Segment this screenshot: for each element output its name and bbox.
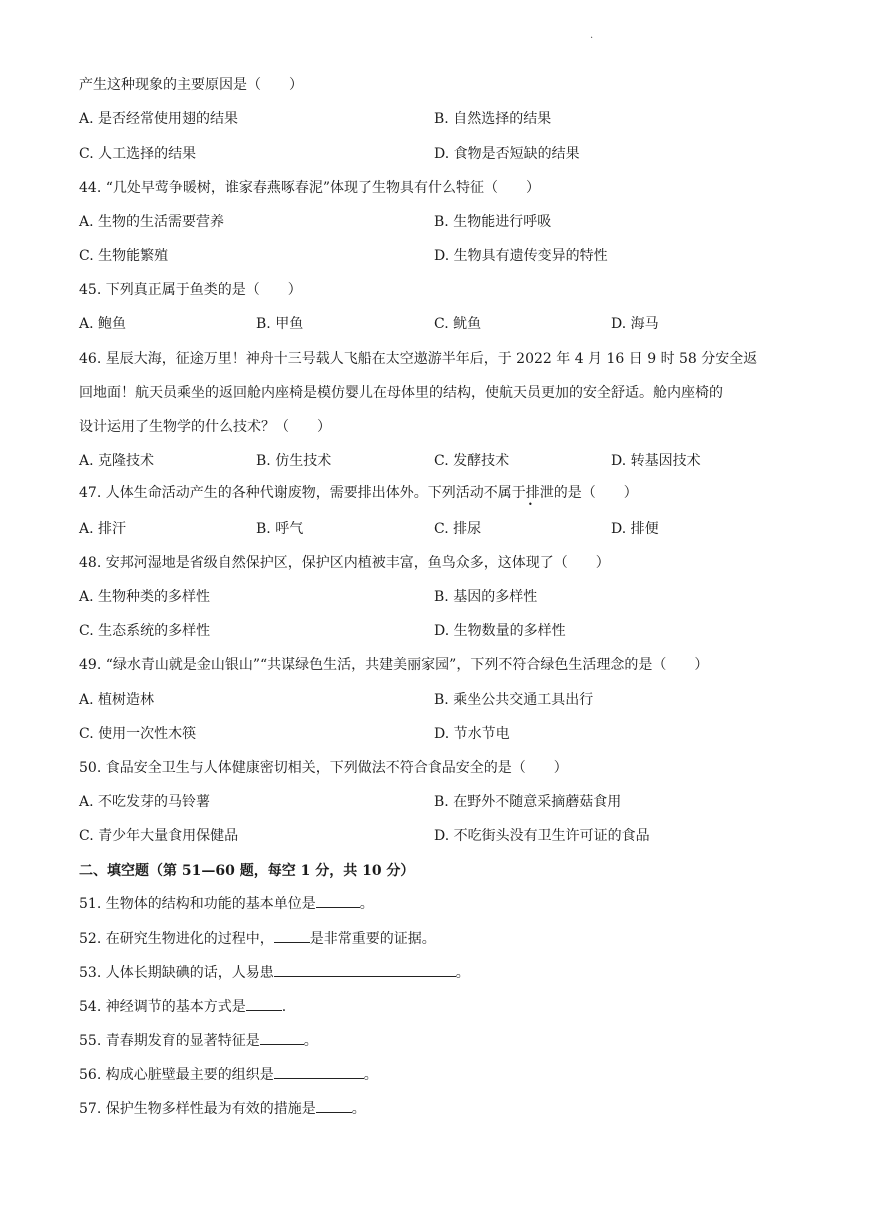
q48-option-d: D. 生物数量的多样性 (434, 623, 566, 639)
q43-option-a: A. 是否经常使用翅的结果 (79, 111, 239, 127)
q47-option-a: A. 排汗 (79, 521, 127, 537)
q49-option-b: B. 乘坐公共交通工具出行 (434, 692, 594, 708)
fill-question-54 (79, 996, 286, 1016)
question-text-end: 。 (351, 1101, 366, 1117)
q50-option-b: B. 在野外不随意采摘蘑菇食用 (434, 794, 622, 810)
q50-option-a: A. 不吃发芽的马铃薯 (79, 794, 211, 810)
answer-blank (260, 1030, 304, 1045)
answer-blank (246, 996, 282, 1011)
q44-option-d: D. 生物具有遗传变异的特性 (434, 248, 608, 264)
q46-option-c: C. 发酵技术 (434, 453, 510, 469)
answer-blank (274, 962, 456, 977)
q50-option-c: C. 青少年大量食用保健品 (79, 828, 239, 844)
question-text: 54. 神经调节的基本方式是 (79, 999, 246, 1015)
q47-option-d: D. 排便 (611, 521, 659, 537)
q50-stem: 50. 食品安全卫生与人体健康密切相关，下列做法不符合食品安全的是（ ） (79, 760, 568, 776)
q47-option-b: B. 呼气 (256, 521, 304, 537)
q43-stem: 产生这种现象的主要原因是（ ） (79, 77, 303, 93)
question-text-end: 。 (359, 896, 374, 912)
fill-question-53 (79, 962, 470, 982)
fill-question-55 (79, 1030, 318, 1050)
question-text: 55. 青春期发育的显著特征是 (79, 1033, 260, 1049)
question-text-end: 是非常重要的证据。 (309, 931, 436, 947)
question-text: 52. 在研究生物进化的过程中， (79, 931, 274, 947)
fill-question-57 (79, 1098, 366, 1118)
q46-stem-line-3: 设计运用了生物学的什么技术？（ ） (79, 419, 331, 435)
q47-stem: 47. 人体生命活动产生的各种代谢废物，需要排出体外。下列活动不属于排泄的是（ ） (79, 485, 638, 501)
q43-option-d: D. 食物是否短缺的结果 (434, 146, 580, 162)
q45-option-a: A. 鲍鱼 (79, 316, 127, 332)
question-text: 53. 人体长期缺碘的话，人易患 (79, 965, 274, 981)
header-mark: . (590, 30, 594, 41)
question-text-end: 。 (303, 1033, 318, 1049)
question-text: 56. 构成心脏壁最主要的组织是 (79, 1067, 274, 1083)
fill-question-56 (79, 1064, 378, 1084)
q44-option-a: A. 生物的生活需要营养 (79, 214, 225, 230)
fill-question-52 (79, 928, 436, 948)
q46-option-a: A. 克隆技术 (79, 453, 155, 469)
q46-stem-line-2: 回地面！航天员乘坐的返回舱内座椅是模仿婴儿在母体里的结构，使航天员更加的安全舒适。舱内座椅的 (79, 385, 723, 401)
q45-option-b: B. 甲鱼 (256, 316, 304, 332)
question-text: 51. 生物体的结构和功能的基本单位是 (79, 896, 316, 912)
question-text-end: 。 (363, 1067, 378, 1083)
q49-option-a: A. 植树造林 (79, 692, 155, 708)
section-title: 二、填空题（第 51—60 题，每空 1 分，共 10 分） (79, 863, 415, 879)
q43-option-c: C. 人工选择的结果 (79, 146, 197, 162)
answer-blank (316, 1098, 352, 1113)
question-text: 57. 保护生物多样性最为有效的措施是 (79, 1101, 316, 1117)
q45-stem: 45. 下列真正属于鱼类的是（ ） (79, 282, 302, 298)
q46-stem-line-1: 46. 星辰大海，征途万里！神舟十三号载人飞船在太空遨游半年后，于 2022 年 4 月 16 日 9 时 58 分安全返 (79, 351, 758, 367)
q45-option-c: C. 鱿鱼 (434, 316, 482, 332)
q50-option-d: D. 不吃街头没有卫生许可证的食品 (434, 828, 650, 844)
emphasis-dot: • (528, 500, 533, 509)
q47-option-c: C. 排尿 (434, 521, 482, 537)
question-text-end: . (281, 999, 287, 1015)
answer-blank (274, 928, 310, 943)
q44-option-c: C. 生物能繁殖 (79, 248, 169, 264)
fill-question-51 (79, 893, 374, 913)
q44-option-b: B. 生物能进行呼吸 (434, 214, 552, 230)
answer-blank (316, 893, 360, 908)
q49-stem: 49. “绿水青山就是金山银山”“共谋绿色生活，共建美丽家园”，下列不符合绿色生活理念的是（ ） (79, 657, 709, 673)
question-text-end: 。 (455, 965, 470, 981)
q46-option-d: D. 转基因技术 (611, 453, 701, 469)
q48-option-a: A. 生物种类的多样性 (79, 589, 211, 605)
q44-stem: 44. “几处早莺争暖树，谁家春燕啄春泥”体现了生物具有什么特征（ ） (79, 180, 541, 196)
q49-option-c: C. 使用一次性木筷 (79, 726, 197, 742)
q43-option-b: B. 自然选择的结果 (434, 111, 552, 127)
q46-option-b: B. 仿生技术 (256, 453, 332, 469)
q48-option-c: C. 生态系统的多样性 (79, 623, 211, 639)
answer-blank (274, 1064, 364, 1079)
q48-stem: 48. 安邦河湿地是省级自然保护区，保护区内植被丰富，鱼鸟众多，这体现了（ ） (79, 555, 610, 571)
q45-option-d: D. 海马 (611, 316, 659, 332)
q48-option-b: B. 基因的多样性 (434, 589, 538, 605)
q49-option-d: D. 节水节电 (434, 726, 510, 742)
